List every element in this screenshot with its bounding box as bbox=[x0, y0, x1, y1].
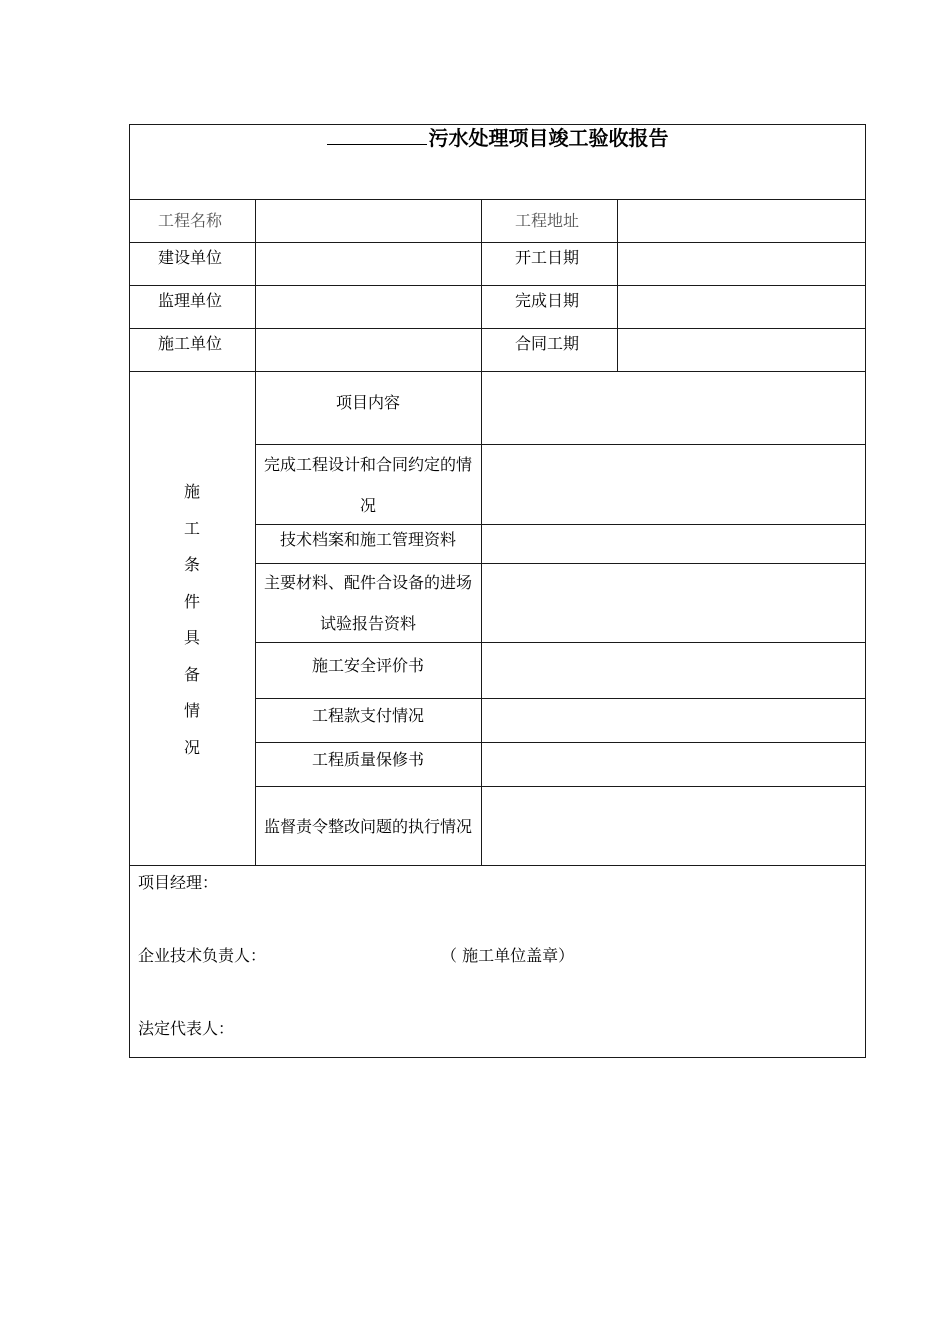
label-supervision-unit: 监理单位 bbox=[158, 291, 223, 310]
row-divider bbox=[129, 199, 866, 200]
row-divider bbox=[129, 371, 866, 372]
item-design-contract: 完成工程设计和合同约定的情况 bbox=[264, 454, 473, 515]
acceptance-report-form bbox=[129, 124, 866, 1058]
sign-project-manager: 项目经理： bbox=[138, 873, 219, 892]
col-divider bbox=[481, 199, 482, 866]
item-payment-status: 工程款支付情况 bbox=[311, 705, 424, 725]
section-label-conditions: 施 工 条 件 具 备 情 况 bbox=[183, 482, 200, 757]
col-divider bbox=[617, 199, 618, 372]
label-completion-date: 完成日期 bbox=[515, 291, 580, 310]
title-blank-line bbox=[327, 124, 427, 145]
report-title: 污水处理项目竣工验收报告 bbox=[129, 124, 866, 152]
label-project-address: 工程地址 bbox=[515, 211, 580, 230]
item-rectification: 监督责令整改问题的执行情况 bbox=[264, 817, 473, 836]
sign-tech-lead: 企业技术负责人： bbox=[138, 946, 267, 965]
row-divider bbox=[129, 242, 866, 243]
label-project-name: 工程名称 bbox=[158, 211, 223, 230]
border-bottom bbox=[129, 1057, 866, 1058]
label-builder-unit: 施工单位 bbox=[158, 334, 223, 353]
label-contract-duration: 合同工期 bbox=[515, 334, 580, 353]
border-right bbox=[865, 124, 866, 1058]
item-technical-archives: 技术档案和施工管理资料 bbox=[279, 529, 456, 549]
seal-note: （ 施工单位盖章） bbox=[441, 946, 575, 965]
item-warranty: 工程质量保修书 bbox=[311, 749, 424, 769]
item-project-content: 项目内容 bbox=[335, 392, 400, 412]
sign-legal-rep: 法定代表人： bbox=[138, 1019, 235, 1038]
row-divider bbox=[129, 285, 866, 286]
col-divider bbox=[255, 199, 256, 866]
label-start-date: 开工日期 bbox=[515, 248, 580, 267]
item-safety-evaluation: 施工安全评价书 bbox=[311, 656, 424, 675]
row-divider bbox=[129, 328, 866, 329]
item-material-test-reports: 主要材料、配件合设备的进场试验报告资料 bbox=[264, 573, 473, 633]
row-divider bbox=[129, 865, 866, 866]
label-construction-unit: 建设单位 bbox=[158, 248, 223, 267]
